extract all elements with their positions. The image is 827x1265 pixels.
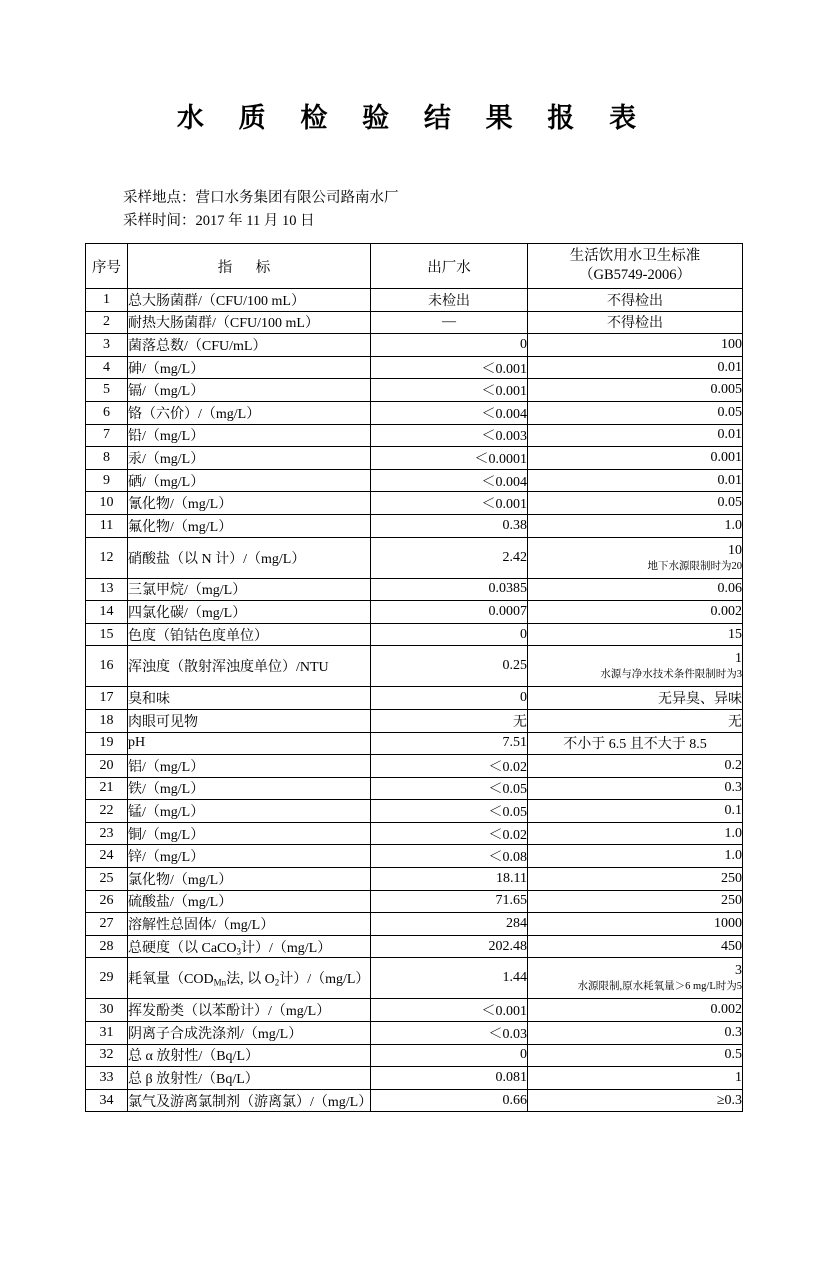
table-row [86,755,743,778]
table-row [86,469,743,492]
table-row [86,868,743,891]
row-standard-value [528,646,743,687]
row-measured-value: 202.48 [371,935,528,958]
row-number: 30 [86,999,128,1022]
row-number: 20 [86,755,128,778]
row-standard-value: 450 [528,935,743,958]
row-standard-value: 1.0 [528,822,743,845]
row-item-label: 铅/（mg/L） [128,424,371,447]
water-quality-table [85,243,743,1112]
row-item-label: 铝/（mg/L） [128,755,371,778]
row-item-label: 铜/（mg/L） [128,822,371,845]
row-number: 13 [86,578,128,601]
table-row [86,646,743,687]
row-number: 16 [86,646,128,687]
row-measured-value: — [371,311,528,334]
row-standard-value: 250 [528,890,743,913]
row-measured-value: 1.44 [371,958,528,999]
table-row [86,379,743,402]
row-standard-value: ≥0.3 [528,1089,743,1112]
row-standard-value: 1000 [528,913,743,936]
row-number: 11 [86,514,128,537]
row-item-label: 铁/（mg/L） [128,777,371,800]
row-measured-value: ＜0.02 [371,822,528,845]
row-standard-value [528,537,743,578]
row-measured-value: 0.38 [371,514,528,537]
row-number: 25 [86,868,128,891]
row-number: 34 [86,1089,128,1112]
row-standard-value: 0.005 [528,379,743,402]
row-item-label: 挥发酚类（以苯酚计）/（mg/L） [128,999,371,1022]
row-item-label: 三氯甲烷/（mg/L） [128,578,371,601]
row-item-label: 肉眼可见物 [128,709,371,732]
table-row [86,845,743,868]
row-measured-value: ＜0.001 [371,999,528,1022]
header-standard-line2: （GB5749-2006） [579,267,691,283]
row-item-label: 浑浊度（散射浑浊度单位）/NTU [128,646,371,687]
row-item-label: 色度（铂钴色度单位） [128,623,371,646]
row-standard-value: 无异臭、异味 [528,687,743,710]
row-standard-value: 0.002 [528,601,743,624]
row-measured-value: 0.0385 [371,578,528,601]
table-header-row [86,244,743,289]
standard-note: 水源限制,原水耗氧量＞6 mg/L时为5 [577,981,742,993]
table-row [86,424,743,447]
row-item-label: 氟化物/（mg/L） [128,514,371,537]
row-item-label: 耗氧量（$COD_{Mn}$法, 以 $O_2$计）/（mg/L） [128,958,371,999]
row-standard-value: 0.05 [528,401,743,424]
row-number: 4 [86,356,128,379]
row-measured-value: 无 [371,709,528,732]
table-row [86,289,743,312]
table-row [86,447,743,470]
table-row [86,334,743,357]
row-item-label: 耐热大肠菌群/（CFU/100 mL） [128,311,371,334]
table-body [86,289,743,1112]
row-standard-value: 0.01 [528,469,743,492]
row-standard-value: 不小于 6.5 且不大于 8.5 [528,732,743,755]
row-item-label: pH [128,732,371,755]
table-row [86,1089,743,1112]
row-standard-value: 0.01 [528,424,743,447]
row-item-label: 镉/（mg/L） [128,379,371,402]
row-measured-value: 0.0007 [371,601,528,624]
row-number: 12 [86,537,128,578]
row-measured-value: ＜0.02 [371,755,528,778]
row-standard-value: 250 [528,868,743,891]
row-standard-value: 0.3 [528,777,743,800]
row-number: 28 [86,935,128,958]
row-item-label: 氯化物/（mg/L） [128,868,371,891]
row-measured-value: 2.42 [371,537,528,578]
table-row [86,999,743,1022]
row-measured-value: 0 [371,1044,528,1067]
row-number: 21 [86,777,128,800]
row-item-label: 锰/（mg/L） [128,800,371,823]
table-row [86,913,743,936]
standard-note: 水源与净水技术条件限制时为3 [600,669,742,681]
table-row [86,492,743,515]
row-measured-value: 0 [371,334,528,357]
row-number: 7 [86,424,128,447]
row-standard-value: 0.05 [528,492,743,515]
table-row [86,935,743,958]
row-standard-value: 不得检出 [528,311,743,334]
row-item-label: 四氯化碳/（mg/L） [128,601,371,624]
row-number: 23 [86,822,128,845]
row-number: 2 [86,311,128,334]
row-item-label: 汞/（mg/L） [128,447,371,470]
sampling-meta [123,187,827,233]
row-measured-value: 18.11 [371,868,528,891]
row-item-label: 氰化物/（mg/L） [128,492,371,515]
row-number: 10 [86,492,128,515]
row-standard-value: 0.3 [528,1022,743,1045]
row-standard-value: 不得检出 [528,289,743,312]
row-item-label: 硫酸盐/（mg/L） [128,890,371,913]
row-item-label: 菌落总数/（CFU/mL） [128,334,371,357]
header-no: 序号 [86,244,128,289]
row-standard-value [528,958,743,999]
row-item-label: 总硬度（以 CaCO$_3$计）/（mg/L） [128,935,371,958]
row-standard-value: 0.1 [528,800,743,823]
row-number: 26 [86,890,128,913]
row-item-label: 总 α 放射性/（Bq/L） [128,1044,371,1067]
row-item-label: 总 β 放射性/（Bq/L） [128,1067,371,1090]
row-measured-value: ＜0.001 [371,356,528,379]
header-value: 出厂水 [371,244,528,289]
row-measured-value: 0 [371,623,528,646]
table-row [86,311,743,334]
row-number: 24 [86,845,128,868]
table-row [86,732,743,755]
row-item-label: 锌/（mg/L） [128,845,371,868]
row-measured-value: 284 [371,913,528,936]
table-row [86,356,743,379]
row-item-label: 硝酸盐（以 N 计）/（mg/L） [128,537,371,578]
row-number: 33 [86,1067,128,1090]
table-row [86,623,743,646]
row-standard-value: 1 [528,1067,743,1090]
row-item-label: 氯气及游离氯制剂（游离氯）/（mg/L） [128,1089,371,1112]
row-item-label: 砷/（mg/L） [128,356,371,379]
row-standard-value: 0.01 [528,356,743,379]
table-row [86,1044,743,1067]
row-number: 31 [86,1022,128,1045]
row-number: 29 [86,958,128,999]
row-number: 27 [86,913,128,936]
row-number: 17 [86,687,128,710]
row-item-label: 阴离子合成洗涤剂/（mg/L） [128,1022,371,1045]
row-measured-value: ＜0.05 [371,800,528,823]
row-measured-value: ＜0.003 [371,424,528,447]
table-row [86,709,743,732]
row-number: 9 [86,469,128,492]
row-measured-value: 7.51 [371,732,528,755]
table-row [86,687,743,710]
row-standard-value: 1.0 [528,514,743,537]
row-measured-value: ＜0.001 [371,492,528,515]
standard-note: 地下水源限制时为20 [647,560,742,572]
sampling-time: 采样时间：2017 年 11 月 10 日 [123,213,315,229]
table-row [86,800,743,823]
row-measured-value: 0.25 [371,646,528,687]
row-measured-value: ＜0.001 [371,379,528,402]
table-row [86,822,743,845]
table-header [86,244,743,289]
row-number: 3 [86,334,128,357]
row-measured-value: ＜0.08 [371,845,528,868]
table-row [86,401,743,424]
row-measured-value: 未检出 [371,289,528,312]
header-standard-line1: 生活饮用水卫生标准 [569,248,701,264]
standard-main: 1 [735,651,742,667]
row-number: 6 [86,401,128,424]
table-row [86,537,743,578]
row-number: 19 [86,732,128,755]
row-standard-value: 0.002 [528,999,743,1022]
table-row [86,1022,743,1045]
row-number: 22 [86,800,128,823]
row-standard-value: 0.06 [528,578,743,601]
row-measured-value: ＜0.004 [371,401,528,424]
row-measured-value: ＜0.004 [371,469,528,492]
standard-main: 10 [728,542,742,558]
table-row [86,777,743,800]
row-standard-value: 0.5 [528,1044,743,1067]
row-measured-value: ＜0.05 [371,777,528,800]
sampling-location: 采样地点：营口水务集团有限公司路南水厂 [123,190,399,206]
row-standard-value: 100 [528,334,743,357]
row-standard-value: 0.001 [528,447,743,470]
table-row [86,890,743,913]
row-number: 18 [86,709,128,732]
row-standard-value: 15 [528,623,743,646]
row-item-label: 硒/（mg/L） [128,469,371,492]
row-measured-value: ＜0.03 [371,1022,528,1045]
row-measured-value: 0.081 [371,1067,528,1090]
table-row [86,1067,743,1090]
page-title: 水 质 检 验 结 果 报 表 [176,103,651,133]
row-standard-value: 0.2 [528,755,743,778]
header-standard [528,244,743,289]
row-measured-value: ＜0.0001 [371,447,528,470]
row-item-label: 溶解性总固体/（mg/L） [128,913,371,936]
row-standard-value: 无 [528,709,743,732]
row-item-label: 臭和味 [128,687,371,710]
header-item: 指 标 [128,244,371,289]
row-measured-value: 71.65 [371,890,528,913]
row-number: 14 [86,601,128,624]
table-row [86,958,743,999]
row-number: 32 [86,1044,128,1067]
table-row [86,514,743,537]
document-page [0,96,827,1265]
row-number: 15 [86,623,128,646]
standard-main: 3 [735,963,742,979]
row-item-label: 总大肠菌群/（CFU/100 mL） [128,289,371,312]
row-number: 5 [86,379,128,402]
row-number: 1 [86,289,128,312]
row-item-label: 铬（六价）/（mg/L） [128,401,371,424]
row-measured-value: 0 [371,687,528,710]
row-standard-value: 1.0 [528,845,743,868]
table-row [86,601,743,624]
table-row [86,578,743,601]
row-measured-value: 0.66 [371,1089,528,1112]
row-number: 8 [86,447,128,470]
